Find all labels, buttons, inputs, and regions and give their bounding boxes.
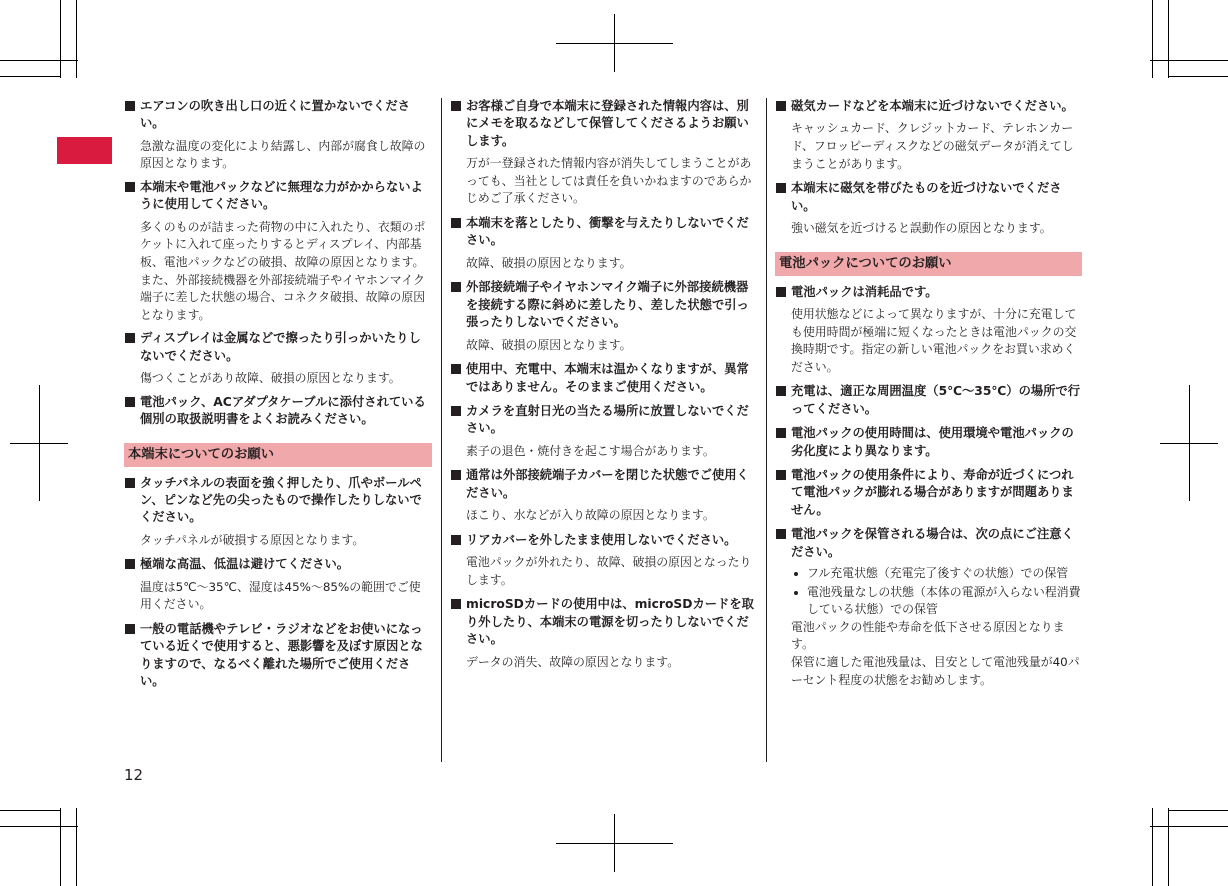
item-heading: 外部接続端子やイヤホンマイク端子に外部接続機器を接続する際に斜めに差したり、差した状態で引っ張ったりしないでください。: [450, 279, 758, 331]
precaution-item: [124, 556, 432, 614]
precaution-item: [775, 526, 1082, 689]
precaution-item: [775, 284, 1082, 377]
section-heading: 本端末についてのお願い: [124, 443, 432, 467]
page-number: 12: [124, 766, 144, 784]
item-body: 電池パックの性能や寿命を低下させる原因となります。: [791, 619, 1065, 652]
precaution-list: [124, 475, 432, 691]
item-body: 強い磁気を近づけると誤動作の原因となります。: [791, 221, 1052, 235]
precaution-item: [450, 596, 758, 671]
item-body: 電池パックが外れたり、故障、破損の原因となったりします。: [466, 555, 752, 587]
item-heading: 通常は外部接続端子カバーを閉じた状態でご使用ください。: [450, 467, 758, 502]
precaution-item: [124, 330, 432, 387]
item-body: 使用状態などによって異なりますが、十分に充電しても使用時間が極端に短くなったときは電池パックの交換時期です。指定の新しい電池パックをお買い求めください。: [791, 307, 1077, 374]
item-heading: タッチパネルの表面を強く押したり、爪やボールペン、ピンなど先の尖ったもので操作したりしないでください。: [124, 475, 432, 527]
item-heading: カメラを直射日光の当たる場所に放置しないでください。: [450, 403, 758, 438]
item-body: タッチパネルが破損する原因となります。: [140, 532, 365, 547]
item-heading: 磁気カードなどを本端末に近づけないでください。: [775, 98, 1082, 115]
precaution-list: [450, 98, 758, 671]
item-heading: microSDカードの使用中は、microSDカードを取り外したり、本端末の電源を切ったりしないでください。: [450, 596, 758, 648]
item-heading: 本端末に磁気を帯びたものを近づけないでください。: [775, 180, 1082, 215]
item-heading: 電池パックの使用時間は、使用環境や電池パックの劣化度により異なります。: [775, 425, 1082, 460]
precaution-item: [450, 467, 758, 524]
item-body: ほこり、水などが入り故障の原因となります。: [466, 508, 715, 523]
precaution-item: [450, 361, 758, 396]
column-rule: [441, 98, 442, 762]
precaution-item: [450, 215, 758, 272]
precaution-item: [124, 621, 432, 691]
column-1: [124, 98, 432, 691]
item-heading: お客様ご自身で本端末に登録された情報内容は、別にメモを取るなどして保管してくださるようお願いします。: [450, 98, 758, 150]
item-heading: 使用中、充電中、本端末は温かくなりますが、異常ではありません。そのままご使用ください。: [450, 361, 758, 396]
chapter-tab: [57, 137, 112, 164]
precaution-list: [124, 98, 432, 429]
item-body: 万が一登録された情報内容が消失してしまうことがあっても、当社としては責任を負いかねますのであらかじめご了承ください。: [466, 156, 752, 206]
precaution-item: [775, 98, 1082, 173]
item-heading: 本端末を落としたり、衝撃を与えたりしないでください。: [450, 215, 758, 250]
item-body: 多くのものが詰まった荷物の中に入れたり、衣類のポケットに入れて座ったりするとディスプレイ、内部基板、電池パックなどの破損、故障の原因となります。: [140, 219, 426, 269]
precaution-item: [124, 179, 432, 324]
item-heading: リアカバーを外したまま使用しないでください。: [450, 532, 758, 549]
column-3: [775, 98, 1082, 689]
item-heading: エアコンの吹き出し口の近くに置かないでください。: [124, 98, 432, 133]
item-body: 傷つくことがあり故障、破損の原因となります。: [140, 371, 401, 386]
precaution-item: [124, 394, 432, 429]
column-rule: [766, 98, 767, 762]
item-heading: 一般の電話機やテレビ・ラジオなどをお使いになっている近くで使用すると、悪影響を及ぼす原因となりますので、なるべく離れた場所でご使用ください。: [124, 621, 432, 691]
item-heading: 電池パック、ACアダプタケーブルに添付されている個別の取扱説明書をよくお読みください。: [124, 394, 432, 429]
precaution-list: [775, 284, 1082, 520]
precaution-item: [775, 180, 1082, 237]
item-body: 故障、破損の原因となります。: [466, 337, 632, 352]
item-heading: 本端末や電池パックなどに無理な力がかからないように使用してください。: [124, 179, 432, 214]
precaution-item: [775, 467, 1082, 519]
precaution-item: [450, 532, 758, 590]
precaution-item: [450, 279, 758, 354]
item-body: 保管に適した電池残量は、目安として電池残量が40パーセント程度の状態をお勧めします。: [791, 655, 1080, 687]
precaution-list: [775, 98, 1082, 238]
bullet-item: フル充電状態（充電完了後すぐの状態）での保管: [775, 565, 1082, 583]
item-heading: 充電は、適正な周囲温度（5℃～35℃）の場所で行ってください。: [775, 383, 1082, 418]
precaution-item: [124, 98, 432, 173]
item-body: データの消失、故障の原因となります。: [466, 654, 680, 669]
item-body: 故障、破損の原因となります。: [466, 255, 632, 270]
precaution-item: [775, 425, 1082, 460]
column-2: [450, 98, 758, 671]
item-body: 素子の退色・焼付きを起こす場合があります。: [466, 443, 715, 458]
item-heading: 電池パックを保管される場合は、次の点にご注意ください。: [775, 526, 1082, 561]
section-heading: 電池パックについてのお願い: [775, 252, 1082, 276]
item-heading: 極端な高温、低温は避けてください。: [124, 556, 432, 573]
precaution-item: [775, 383, 1082, 418]
bullet-item: 電池残量なしの状態（本体の電源が入らない程消費している状態）での保管: [775, 584, 1082, 619]
item-heading: 電池パックは消耗品です。: [775, 284, 1082, 301]
item-body: また、外部接続機器を外部接続端子やイヤホンマイク端子に差した状態の場合、コネクタ破損、故障の原因となります。: [140, 272, 426, 322]
precaution-item: [124, 475, 432, 550]
item-heading: ディスプレイは金属などで擦ったり引っかいたりしないでください。: [124, 330, 432, 365]
item-body: 温度は5℃～35℃、湿度は45%～85%の範囲でご使用ください。: [140, 579, 421, 612]
precaution-item: [450, 403, 758, 460]
item-body: キャッシュカード、クレジットカード、テレホンカード、フロッピーディスクなどの磁気データが消えてしまうことがあります。: [791, 121, 1074, 171]
item-body: 急激な温度の変化により結露し、内部が腐食し故障の原因となります。: [140, 138, 426, 171]
precaution-item: [450, 98, 758, 208]
item-heading: 電池パックの使用条件により、寿命が近づくにつれて電池パックが膨れる場合がありますが問題ありません。: [775, 467, 1082, 519]
